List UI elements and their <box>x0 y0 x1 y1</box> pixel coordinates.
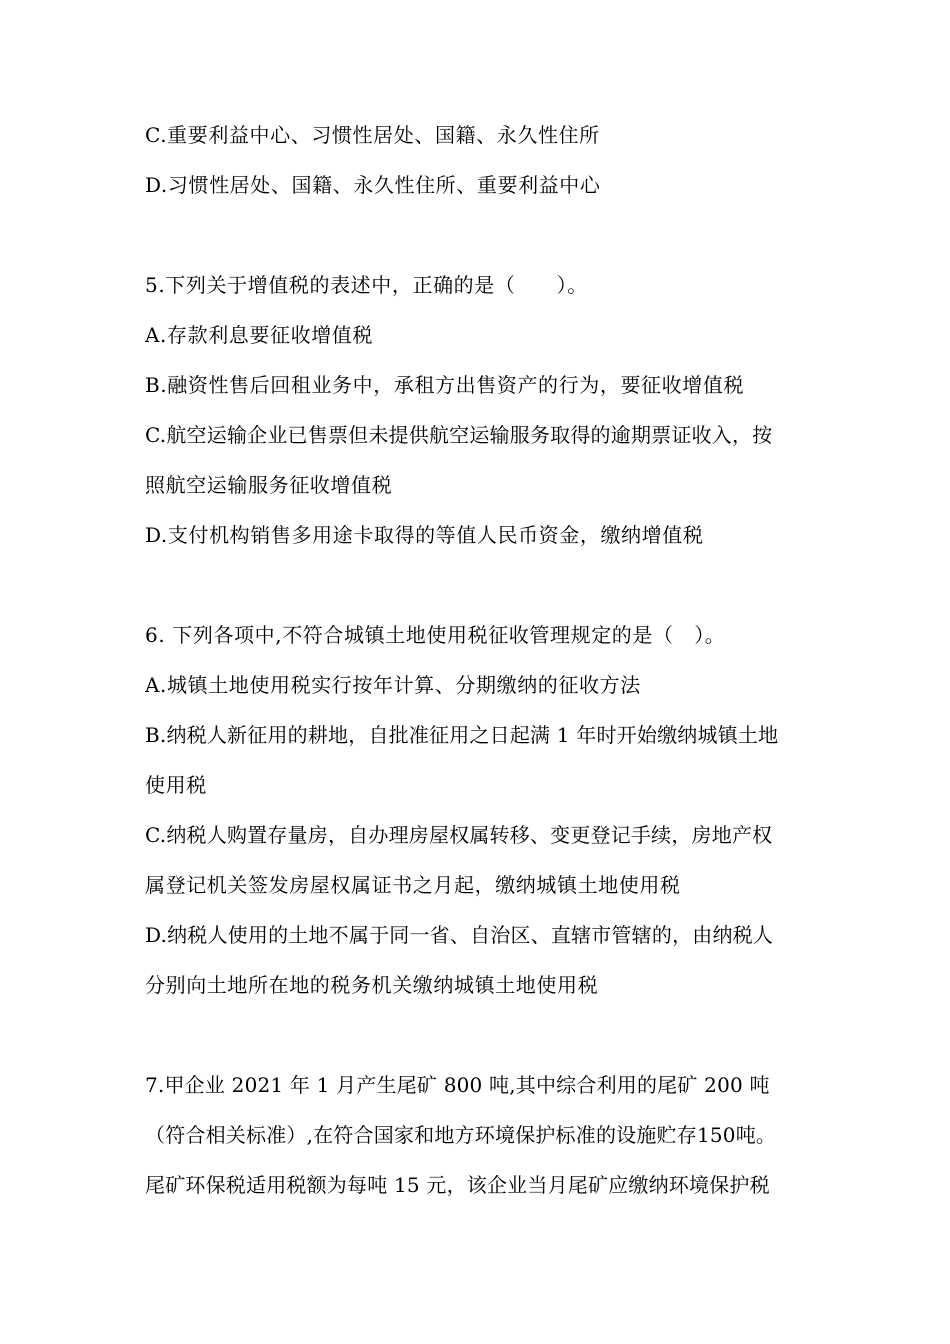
q5-option-c-line2: 照航空运输服务征收增值税 <box>145 473 393 497</box>
q6-option-c-line2: 属登记机关签发房屋权属证书之月起，缴纳城镇土地使用税 <box>145 873 681 897</box>
q5-option-a: A.存款利息要征收增值税 <box>145 323 374 347</box>
q5-option-b: B.融资性售后回租业务中，承租方出售资产的行为，要征收增值税 <box>145 373 745 397</box>
q7-stem-line2: （符合相关标准）,在符合国家和地方环境保护标准的设施贮存150吨。 <box>145 1123 777 1147</box>
q6-option-d-line2: 分别向土地所在地的税务机关缴纳城镇土地使用税 <box>145 973 599 997</box>
q6-option-b-line1: B.纳税人新征用的耕地，自批准征用之日起满 1 年时开始缴纳城镇土地 <box>145 723 779 747</box>
q4-option-d: D.习惯性居处、国籍、永久性住所、重要利益中心 <box>145 173 601 197</box>
q4-option-c: C.重要利益中心、习惯性居处、国籍、永久性住所 <box>145 123 600 147</box>
q6-option-c-line1: C.纳税人购置存量房，自办理房屋权属转移、变更登记手续，房地产权 <box>145 823 773 847</box>
q6-option-a: A.城镇土地使用税实行按年计算、分期缴纳的征收方法 <box>145 673 641 697</box>
q6-stem: 6. 下列各项中,不符合城镇土地使用税征收管理规定的是（ ）。 <box>145 623 726 647</box>
q6-option-d-line1: D.纳税人使用的土地不属于同一省、自治区、直辖市管辖的，由纳税人 <box>145 923 774 947</box>
q5-stem: 5.下列关于增值税的表述中，正确的是（ ）。 <box>145 273 588 297</box>
q6-option-b-line2: 使用税 <box>145 773 207 797</box>
q7-stem-line1: 7.甲企业 2021 年 1 月产生尾矿 800 吨,其中综合利用的尾矿 200 吨 <box>145 1073 770 1097</box>
q7-stem-line3: 尾矿环保税适用税额为每吨 15 元，该企业当月尾矿应缴纳环境保护税 <box>145 1173 770 1197</box>
q5-option-c-line1: C.航空运输企业已售票但未提供航空运输服务取得的逾期票证收入，按 <box>145 423 773 447</box>
q5-option-d: D.支付机构销售多用途卡取得的等值人民币资金，缴纳增值税 <box>145 523 704 547</box>
